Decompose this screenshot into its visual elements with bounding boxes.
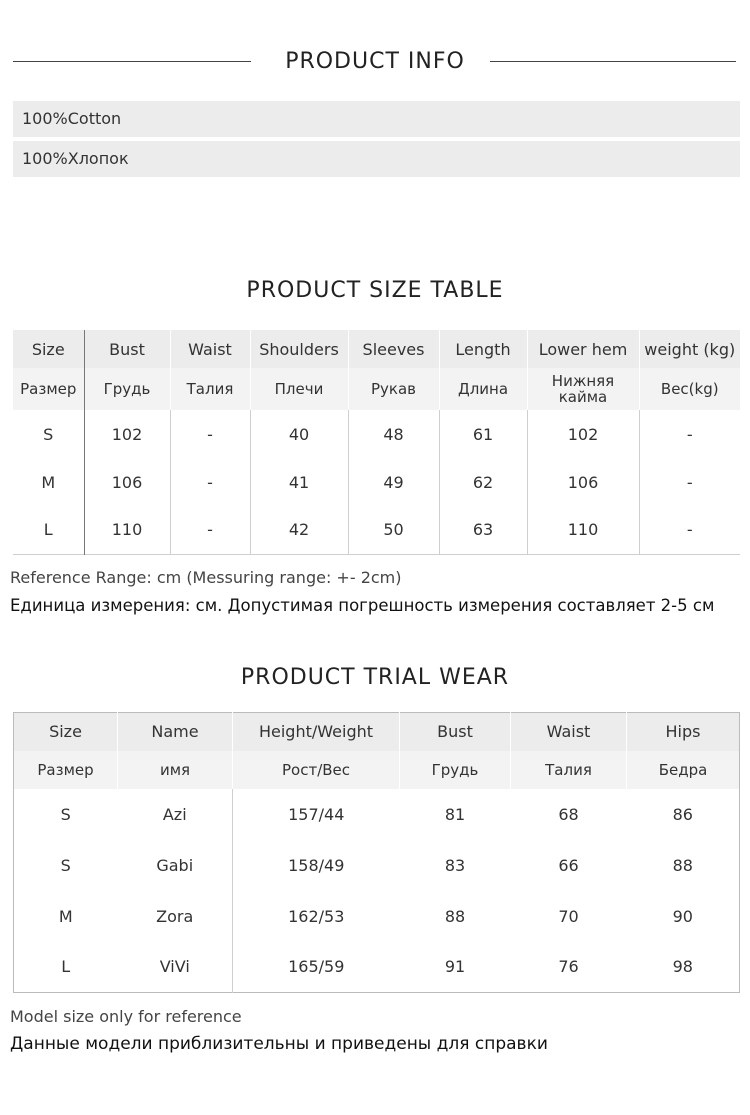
table-cell: 98	[672, 957, 693, 977]
table-cell: 91	[444, 957, 466, 977]
table-cell: -	[170, 410, 250, 458]
table-cell: -	[170, 458, 250, 506]
column-header: Size	[13, 330, 84, 368]
table-cell: M	[58, 906, 73, 926]
table-cell: 102	[527, 410, 639, 458]
column-header-ru: Нижняя кайма	[527, 368, 639, 410]
table-cell: 76	[558, 957, 579, 977]
column-header-ru: Длина	[439, 368, 527, 410]
table-cell: 42	[250, 506, 348, 554]
table-cell: 162/53	[233, 891, 400, 942]
table-cell: 83	[444, 855, 466, 875]
trial-wear-title: PRODUCT TRIAL WEAR	[240, 665, 510, 690]
table-cell: L	[13, 506, 84, 554]
column-header-ru: Размер	[14, 751, 118, 789]
table-cell: 86	[672, 804, 693, 824]
table-cell: -	[639, 410, 740, 458]
trial-table-header-ru	[14, 751, 740, 789]
column-header: Lower hem	[527, 330, 639, 368]
trial-table-note-ru: Данные модели приблизительны и приведены для справки	[10, 1034, 548, 1054]
column-header: Shoulders	[250, 330, 348, 368]
table-cell: 165/59	[233, 942, 400, 993]
table-cell: 41	[250, 458, 348, 506]
table-cell: 48	[348, 410, 439, 458]
column-header-ru: Бедра	[627, 751, 740, 789]
table-cell: 110	[111, 520, 143, 540]
table-row	[13, 458, 740, 506]
table-cell: S	[60, 804, 71, 824]
table-cell: 66	[558, 855, 579, 875]
column-header: Name	[118, 713, 233, 751]
table-cell: 81	[444, 804, 466, 824]
table-cell: 106	[527, 458, 639, 506]
column-header-ru: Размер	[13, 368, 84, 410]
table-cell: Azi	[162, 804, 187, 824]
column-header-ru: Вес(kg)	[639, 368, 740, 410]
trial-table-header-en	[14, 713, 740, 751]
table-cell: 90	[672, 906, 693, 926]
size-table-note-ru: Единица измерения: см. Допустимая погрешность измерения составляет 2-5 см	[10, 596, 715, 615]
column-header: Waist	[511, 713, 627, 751]
table-cell: L	[61, 957, 71, 977]
table-cell: M	[13, 458, 84, 506]
column-header-ru: Рост/Вес	[233, 751, 400, 789]
column-header: Height/Weight	[233, 713, 400, 751]
table-cell: 70	[558, 906, 579, 926]
table-cell: -	[639, 458, 740, 506]
trial-table-note-en: Model size only for reference	[10, 1007, 242, 1026]
table-cell: 63	[439, 506, 527, 554]
column-header: Sleeves	[348, 330, 439, 368]
table-cell: 157/44	[233, 789, 400, 840]
table-cell: 40	[250, 410, 348, 458]
table-row	[13, 506, 740, 554]
table-cell: Gabi	[156, 855, 194, 875]
table-row	[14, 891, 740, 942]
size-table-header-en	[13, 330, 740, 368]
product-info-title: PRODUCT INFO	[285, 49, 465, 74]
table-cell: 158/49	[233, 840, 400, 891]
table-cell: 88	[672, 855, 693, 875]
table-cell: S	[60, 855, 71, 875]
size-table	[13, 330, 740, 555]
table-cell: 61	[439, 410, 527, 458]
table-cell: -	[639, 506, 740, 554]
column-header: Size	[14, 713, 118, 751]
column-header-ru: Грудь	[400, 751, 511, 789]
size-table-title: PRODUCT SIZE TABLE	[246, 278, 504, 303]
column-header-ru: Талия	[511, 751, 627, 789]
column-header: Bust	[400, 713, 511, 751]
column-header-ru: Талия	[170, 368, 250, 410]
table-cell: Zora	[156, 906, 194, 926]
column-header-ru: Грудь	[84, 368, 170, 410]
table-cell: -	[170, 506, 250, 554]
trial-wear-table	[13, 712, 740, 993]
table-row	[14, 840, 740, 891]
table-row	[14, 942, 740, 993]
title-rule-right	[490, 61, 736, 62]
size-table-note-en: Reference Range: cm (Messuring range: +- 2cm)	[10, 568, 402, 587]
table-cell: S	[13, 410, 84, 458]
column-header: Hips	[627, 713, 740, 751]
table-cell: 68	[558, 804, 579, 824]
column-header: Waist	[170, 330, 250, 368]
column-header: Length	[439, 330, 527, 368]
column-header: Bust	[84, 330, 170, 368]
column-header-ru: имя	[118, 751, 233, 789]
table-cell: 106	[111, 472, 143, 492]
column-header-ru: Плечи	[250, 368, 348, 410]
table-row	[13, 410, 740, 458]
column-header: weight (kg)	[639, 330, 740, 368]
table-cell: 102	[111, 424, 143, 444]
table-cell: ViVi	[159, 957, 190, 977]
table-cell: 88	[444, 906, 466, 926]
table-cell: 50	[348, 506, 439, 554]
info-row-material-ru: 100%Хлопок	[13, 141, 740, 177]
table-cell: 62	[439, 458, 527, 506]
info-row-material-en: 100%Cotton	[13, 101, 740, 137]
table-cell: 49	[348, 458, 439, 506]
size-table-header-ru	[13, 368, 740, 410]
table-row	[14, 789, 740, 840]
column-header-ru: Рукав	[348, 368, 439, 410]
table-cell: 110	[527, 506, 639, 554]
